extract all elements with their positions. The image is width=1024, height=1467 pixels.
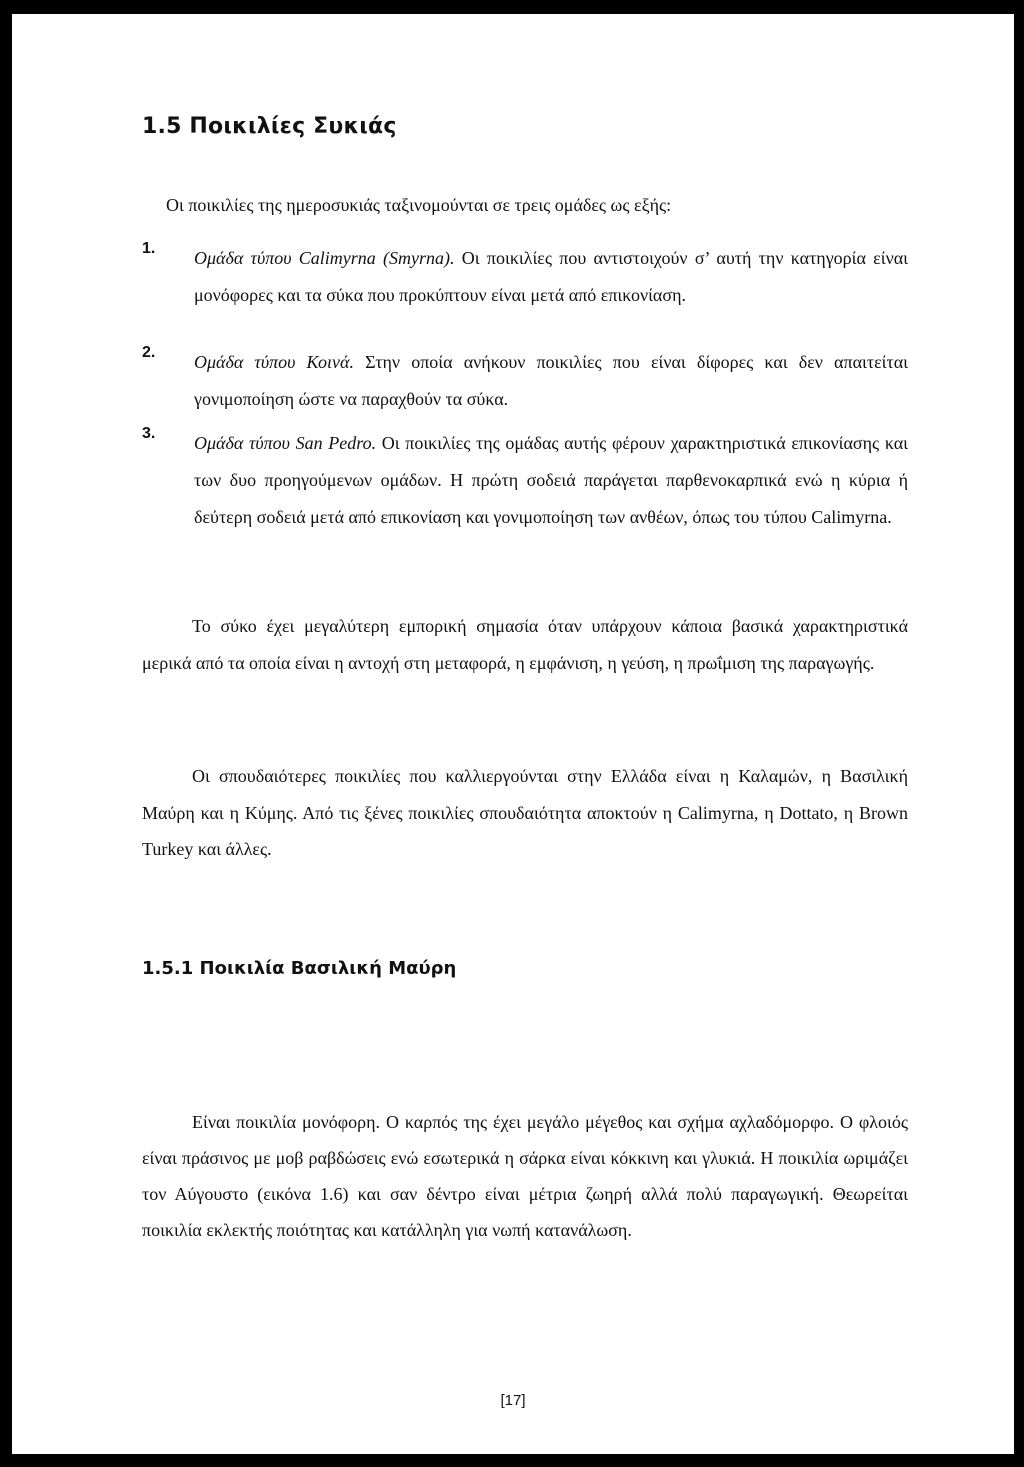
list-number: 2. (142, 344, 156, 361)
page-number: [17] (500, 1392, 526, 1409)
intro-paragraph: Οι ποικιλίες της ημεροσυκιάς ταξινομούνται σε τρεις ομάδες ως εξής: (166, 195, 672, 215)
group-text: Στην οποία ανήκουν ποικιλίες που είναι δίφορες και δεν απαιτείται γονιμοποίηση ώστε να παραχθούν τα σύκα. (194, 352, 908, 409)
list-number: 1. (142, 240, 156, 257)
group-name: Ομάδα τύπου Calimyrna (Smyrna). (194, 248, 455, 268)
vasiliki-paragraph: Είναι ποικιλία μονόφορη. Ο καρπός της έχει μεγάλο μέγεθος και σχήμα αχλαδόμορφο. Ο φλοιός είναι πράσινος με μοβ ραβδώσεις ενώ εσωτερικά η σάρκα είναι κόκκινη και γλυκιά. Η ποικιλία ωριμάζει τον Αύγουστο (εικόνα 1.6) και σαν δέντρο είναι μέτρια ζωηρή αλλά πολύ παραγωγική. Θεωρείται ποικιλία εκλεκτής ποιότητας και κατάλληλη για νωπή κατανάλωση. (142, 1112, 908, 1240)
list-item (142, 344, 908, 418)
varieties-paragraph: Οι σπουδαιότερες ποικιλίες που καλλιεργούνται στην Ελλάδα είναι η Καλαμών, η Βασιλική Μαύρη και η Κύμης. Από τις ξένες ποικιλίες σπουδαιότητα αποκτούν η Calimyrna, η Dottato, η Brown Turkey και άλλες. (142, 766, 908, 859)
list-item (142, 240, 908, 314)
list-item (142, 425, 908, 536)
subsection-heading: 1.5.1 Ποικιλία Βασιλική Μαύρη (142, 958, 457, 979)
group-name: Ομάδα τύπου San Pedro. (194, 433, 377, 453)
importance-paragraph: Το σύκο έχει μεγαλύτερη εμπορική σημασία όταν υπάρχουν κάποια βασικά χαρακτηριστικά μερικά από τα οποία είναι η αντοχή στη μεταφορά, η εμφάνιση, η γεύση, η πρωΐμιση της παραγωγής. (142, 616, 908, 673)
list-item-body (194, 240, 908, 314)
section-heading: 1.5 Ποικιλίες Συκιάς (142, 114, 397, 139)
list-item-body (194, 344, 908, 418)
group-name: Ομάδα τύπου Κοινά. (194, 352, 354, 372)
group-text: Οι ποικιλίες που αντιστοιχούν σ’ αυτή την κατηγορία είναι μονόφορες και τα σύκα που προκύπτουν είναι μετά από επικονίαση. (194, 248, 908, 305)
group-text: Οι ποικιλίες της ομάδας αυτής φέρουν χαρακτηριστικά επικονίασης και των δυο προηγούμενων ομάδων. Η πρώτη σοδειά παράγεται παρθενοκαρπικά ενώ η κύρια ή δεύτερη σοδειά μετά από επικονίαση και γονιμοποίηση των ανθέων, όπως του τύπου Calimyrna. (194, 433, 909, 527)
list-number: 3. (142, 425, 156, 442)
list-item-body (194, 425, 908, 536)
document-page (12, 14, 1014, 1454)
